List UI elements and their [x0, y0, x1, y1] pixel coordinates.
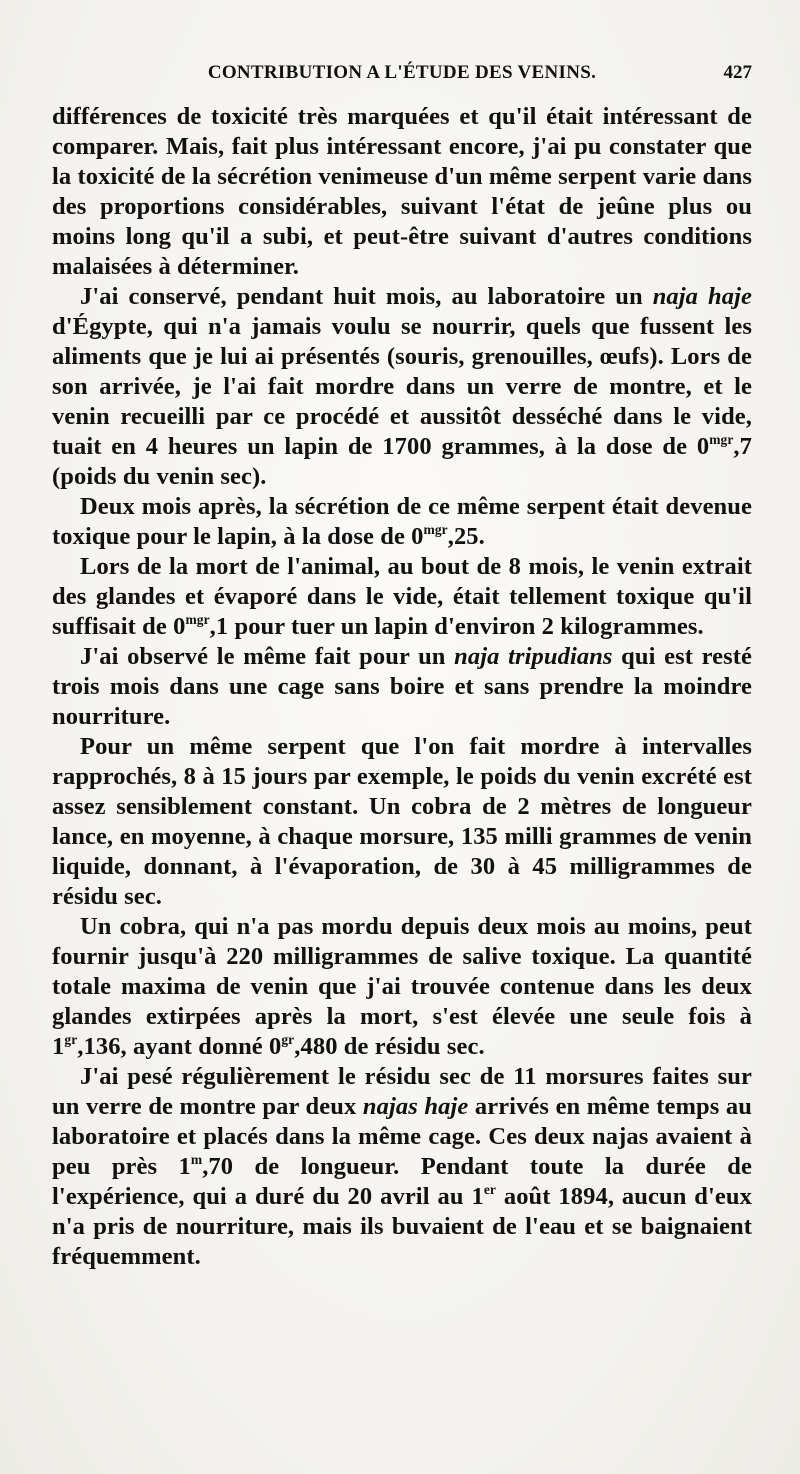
text-run: J'ai observé le même fait pour un: [80, 643, 455, 670]
superscript-unit: er: [483, 1181, 496, 1197]
text-run: ,480 de résidu sec.: [294, 1033, 485, 1060]
paragraph: [52, 1062, 752, 1272]
text-run: d'Égypte, qui n'a jamais voulu se nourrir, quels que fussent les aliments que je lui ai présentés (souris, grenouilles, œufs). Lors de son arrivée, je l'ai fait mordre dans un verre de montre, et le venin recueilli par ce procédé et aussitôt desséché dans le vide, tuait en 4 heures un lapin de 1700 grammes, à la dose de 0: [52, 313, 752, 460]
italic-text: naja haje: [652, 283, 753, 310]
text-run: J'ai pesé régulièrement le résidu sec de 11 morsures faites sur un verre de montre par deux: [52, 1063, 752, 1120]
paragraph: [52, 552, 752, 642]
running-title: CONTRIBUTION A L'ÉTUDE DES VENINS.: [207, 62, 597, 83]
page-header: [52, 62, 752, 98]
text-run: ,1 pour tuer un lapin d'environ 2 kilogrammes.: [209, 613, 704, 640]
paragraph: [52, 642, 752, 732]
italic-text: naja tripudians: [454, 643, 613, 670]
text-run: août 1894, aucun d'eux n'a pris de nourriture, mais ils buvaient de l'eau et se baignaient fréquemment.: [52, 1183, 752, 1270]
paragraph: [52, 912, 752, 1062]
superscript-unit: gr: [64, 1031, 78, 1047]
text-run: ,25.: [447, 523, 485, 550]
text-run: J'ai conservé, pendant huit mois, au laboratoire un: [80, 283, 653, 310]
text-run: ,7 (poids du venin sec).: [52, 433, 752, 490]
superscript-unit: mgr: [709, 431, 734, 447]
text-run: ,136, ayant donné 0: [77, 1033, 282, 1060]
paragraph: [52, 732, 752, 912]
superscript-unit: m: [190, 1151, 203, 1167]
superscript-unit: mgr: [185, 611, 210, 627]
paragraph: [52, 282, 752, 492]
paragraph: [52, 492, 752, 552]
text-run: Pour un même serpent que l'on fait mordre à intervalles rapprochés, 8 à 15 jours par exemple, le poids du venin excrété est assez sensiblement constant. Un cobra de 2 mètres de longueur lance, en moyenne, à chaque morsure, 135 milli grammes de venin liquide, donnant, à l'évaporation, de 30 à 45 milligrammes de résidu sec.: [52, 733, 752, 910]
text-run: qui est resté trois mois dans une cage sans boire et sans prendre la moindre nourriture.: [52, 643, 752, 730]
text-run: Un cobra, qui n'a pas mordu depuis deux mois au moins, peut fournir jusqu'à 220 milligrammes de salive toxique. La quantité totale maxima de venin que j'ai trouvée contenue dans les deux glandes extirpées après la mort, s'est élevée une seule fois à 1: [52, 913, 752, 1060]
text-run: ,70 de longueur. Pendant toute la durée de l'expérience, qui a duré du 20 avril au 1: [52, 1153, 752, 1210]
page-number: 427: [723, 62, 752, 83]
text-run: Lors de la mort de l'animal, au bout de 8 mois, le venin extrait des glandes et évaporé dans le vide, était tellement toxique qu'il suffisait de 0: [52, 553, 752, 640]
superscript-unit: mgr: [423, 521, 448, 537]
superscript-unit: gr: [281, 1031, 295, 1047]
text-run: différences de toxicité très marquées et qu'il était intéressant de comparer. Mais, fait plus intéressant encore, j'ai pu constater que la toxicité de la sécrétion venimeuse d'un même serpent varie dans des proportions considérables, suivant l'état de jeûne plus ou moins long qu'il a subi, et peut-être suivant d'autres conditions malaisées à déterminer.: [52, 103, 752, 280]
body-text: [52, 102, 752, 1272]
paragraph: [52, 102, 752, 282]
italic-text: najas haje: [362, 1093, 469, 1120]
text-run: arrivés en même temps au laboratoire et placés dans la même cage. Ces deux najas avaient à peu près 1: [52, 1093, 752, 1180]
text-run: Deux mois après, la sécrétion de ce même serpent était devenue toxique pour le lapin, à la dose de 0: [52, 493, 752, 550]
